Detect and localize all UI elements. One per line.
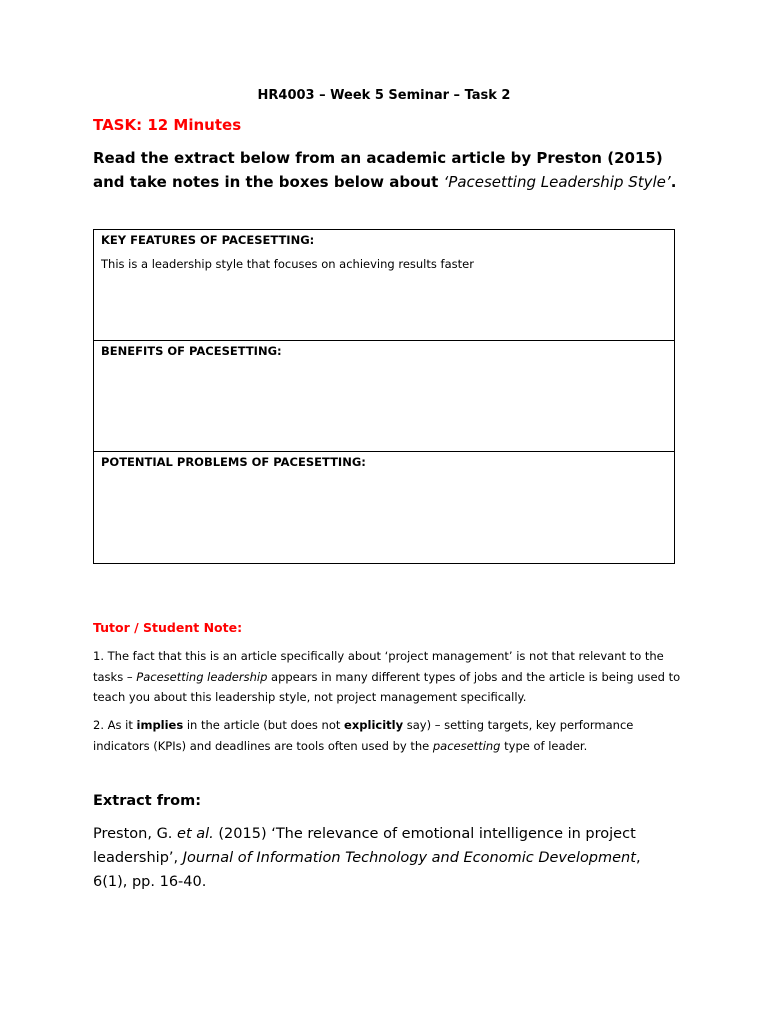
citation-details: , 6(1), pp. 16-40. xyxy=(93,850,641,890)
point2-bold-explicitly: explicitly xyxy=(344,718,404,732)
citation-journal: Journal of Information Technology and Economic Development xyxy=(182,850,636,866)
box-content[interactable]: This is a leadership style that focuses on achieving results faster xyxy=(101,257,474,271)
point1-emphasis: Pacesetting leadership xyxy=(136,669,268,684)
point1-text: 1. The fact that this is an article specifically about ‘project management’ is not that relevant to the tasks – xyxy=(93,649,664,684)
document-title: HR4003 – Week 5 Seminar – Task 2 xyxy=(257,88,511,103)
citation-authors: Preston, G. xyxy=(93,826,178,842)
point2-text-end: type of leader. xyxy=(500,738,588,753)
tutor-note-point-2 xyxy=(93,715,683,756)
notes-box-problems[interactable] xyxy=(94,452,674,563)
tutor-note-point-1 xyxy=(93,646,683,708)
point2-bold-implies: implies xyxy=(136,718,184,732)
citation-et-al: et al. xyxy=(177,826,214,842)
point2-emphasis: pacesetting xyxy=(432,738,501,753)
instruction-topic: ‘Pacesetting Leadership Style’ xyxy=(443,173,671,191)
point2-text-mid: in the article (but does not xyxy=(183,718,345,732)
task-heading: TASK: 12 Minutes xyxy=(93,116,242,134)
extract-citation xyxy=(93,822,678,894)
notes-box-key-features[interactable] xyxy=(94,230,674,341)
box-label: KEY FEATURES OF PACESETTING: xyxy=(101,233,315,247)
task-instruction xyxy=(93,146,693,194)
instruction-end: . xyxy=(670,173,677,191)
notes-table xyxy=(93,229,675,564)
point2-text: 2. As it xyxy=(93,718,137,732)
point2-text-cont: say) – setting targets, key performance indicators (KPIs) and deadlines are tools often used by the xyxy=(93,718,634,753)
tutor-note-heading: Tutor / Student Note: xyxy=(93,620,243,635)
extract-heading: Extract from: xyxy=(93,793,202,809)
instruction-text: Read the extract below from an academic article by Preston (2015) and take notes in the boxes below about xyxy=(93,149,663,191)
notes-box-benefits[interactable] xyxy=(94,341,674,452)
box-label: BENEFITS OF PACESETTING: xyxy=(101,344,282,358)
citation-title: (2015) ‘The relevance of emotional intelligence in project leadership’, xyxy=(93,826,636,866)
box-label: POTENTIAL PROBLEMS OF PACESETTING: xyxy=(101,455,366,469)
point1-text-end: appears in many different types of jobs and the article is being used to teach you about this leadership style, not project management specifically. xyxy=(93,669,681,704)
